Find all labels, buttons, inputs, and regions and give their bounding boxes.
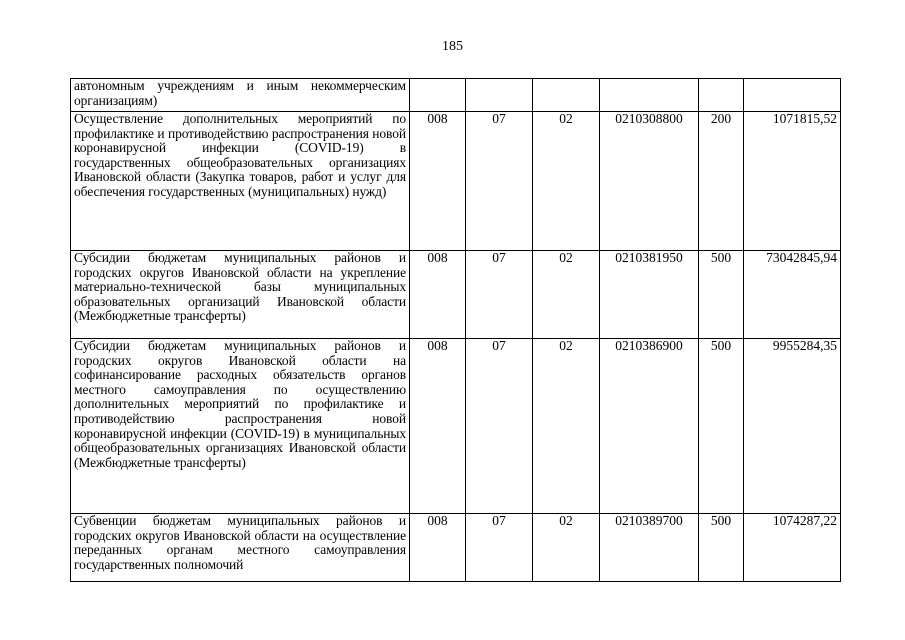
row-subsection-code: 02 <box>533 339 600 514</box>
row-subsection-code: 02 <box>533 514 600 582</box>
page-number: 185 <box>442 39 463 54</box>
row-target-code: 0210381950 <box>600 251 699 339</box>
row-expense-type-code: 200 <box>699 112 744 251</box>
row-amount <box>744 79 841 112</box>
row-amount: 1071815,52 <box>744 112 841 251</box>
table-row <box>71 251 841 339</box>
row-target-code: 0210308800 <box>600 112 699 251</box>
row-admin-code: 008 <box>410 112 466 251</box>
row-admin-code: 008 <box>410 339 466 514</box>
row-target-code: 0210386900 <box>600 339 699 514</box>
row-description: автономным учреждениям и иным некоммерческим организациям) <box>71 79 410 112</box>
row-subsection-code: 02 <box>533 251 600 339</box>
row-section-code: 07 <box>466 251 533 339</box>
row-target-code <box>600 79 699 112</box>
table-row <box>71 514 841 582</box>
budget-table <box>70 78 841 582</box>
table-row <box>71 79 841 112</box>
row-amount: 9955284,35 <box>744 339 841 514</box>
row-description: Субсидии бюджетам муниципальных районов и городских округов Ивановской области на софинансирование расходных обязательств органов местного самоуправления по осуществлению дополнительных мероприятий по профилактике и противодействию распространения новой коронавирусной инфекции (COVID-19) в муниципальных общеобразовательных организациях Ивановской области (Межбюджетные трансферты) <box>71 339 410 514</box>
row-amount: 1074287,22 <box>744 514 841 582</box>
row-subsection-code <box>533 79 600 112</box>
row-admin-code: 008 <box>410 514 466 582</box>
row-description: Субвенции бюджетам муниципальных районов и городских округов Ивановской области на осуществление переданных органам местного самоуправления государственных полномочий <box>71 514 410 582</box>
row-expense-type-code: 500 <box>699 339 744 514</box>
row-amount: 73042845,94 <box>744 251 841 339</box>
row-expense-type-code: 500 <box>699 251 744 339</box>
row-section-code <box>466 79 533 112</box>
row-section-code: 07 <box>466 339 533 514</box>
row-section-code: 07 <box>466 514 533 582</box>
row-target-code: 0210389700 <box>600 514 699 582</box>
row-admin-code <box>410 79 466 112</box>
row-description: Субсидии бюджетам муниципальных районов и городских округов Ивановской области на укрепление материально-технической базы муниципальных образовательных организаций Ивановской области (Межбюджетные трансферты) <box>71 251 410 339</box>
table-row <box>71 339 841 514</box>
row-section-code: 07 <box>466 112 533 251</box>
row-description: Осуществление дополнительных мероприятий по профилактике и противодействию распространения новой коронавирусной инфекции (COVID-19) в государственных общеобразовательных организациях Ивановской области (Закупка товаров, работ и услуг для обеспечения государственных (муниципальных) нужд) <box>71 112 410 251</box>
table-row <box>71 112 841 251</box>
row-expense-type-code: 500 <box>699 514 744 582</box>
row-subsection-code: 02 <box>533 112 600 251</box>
row-admin-code: 008 <box>410 251 466 339</box>
row-expense-type-code <box>699 79 744 112</box>
